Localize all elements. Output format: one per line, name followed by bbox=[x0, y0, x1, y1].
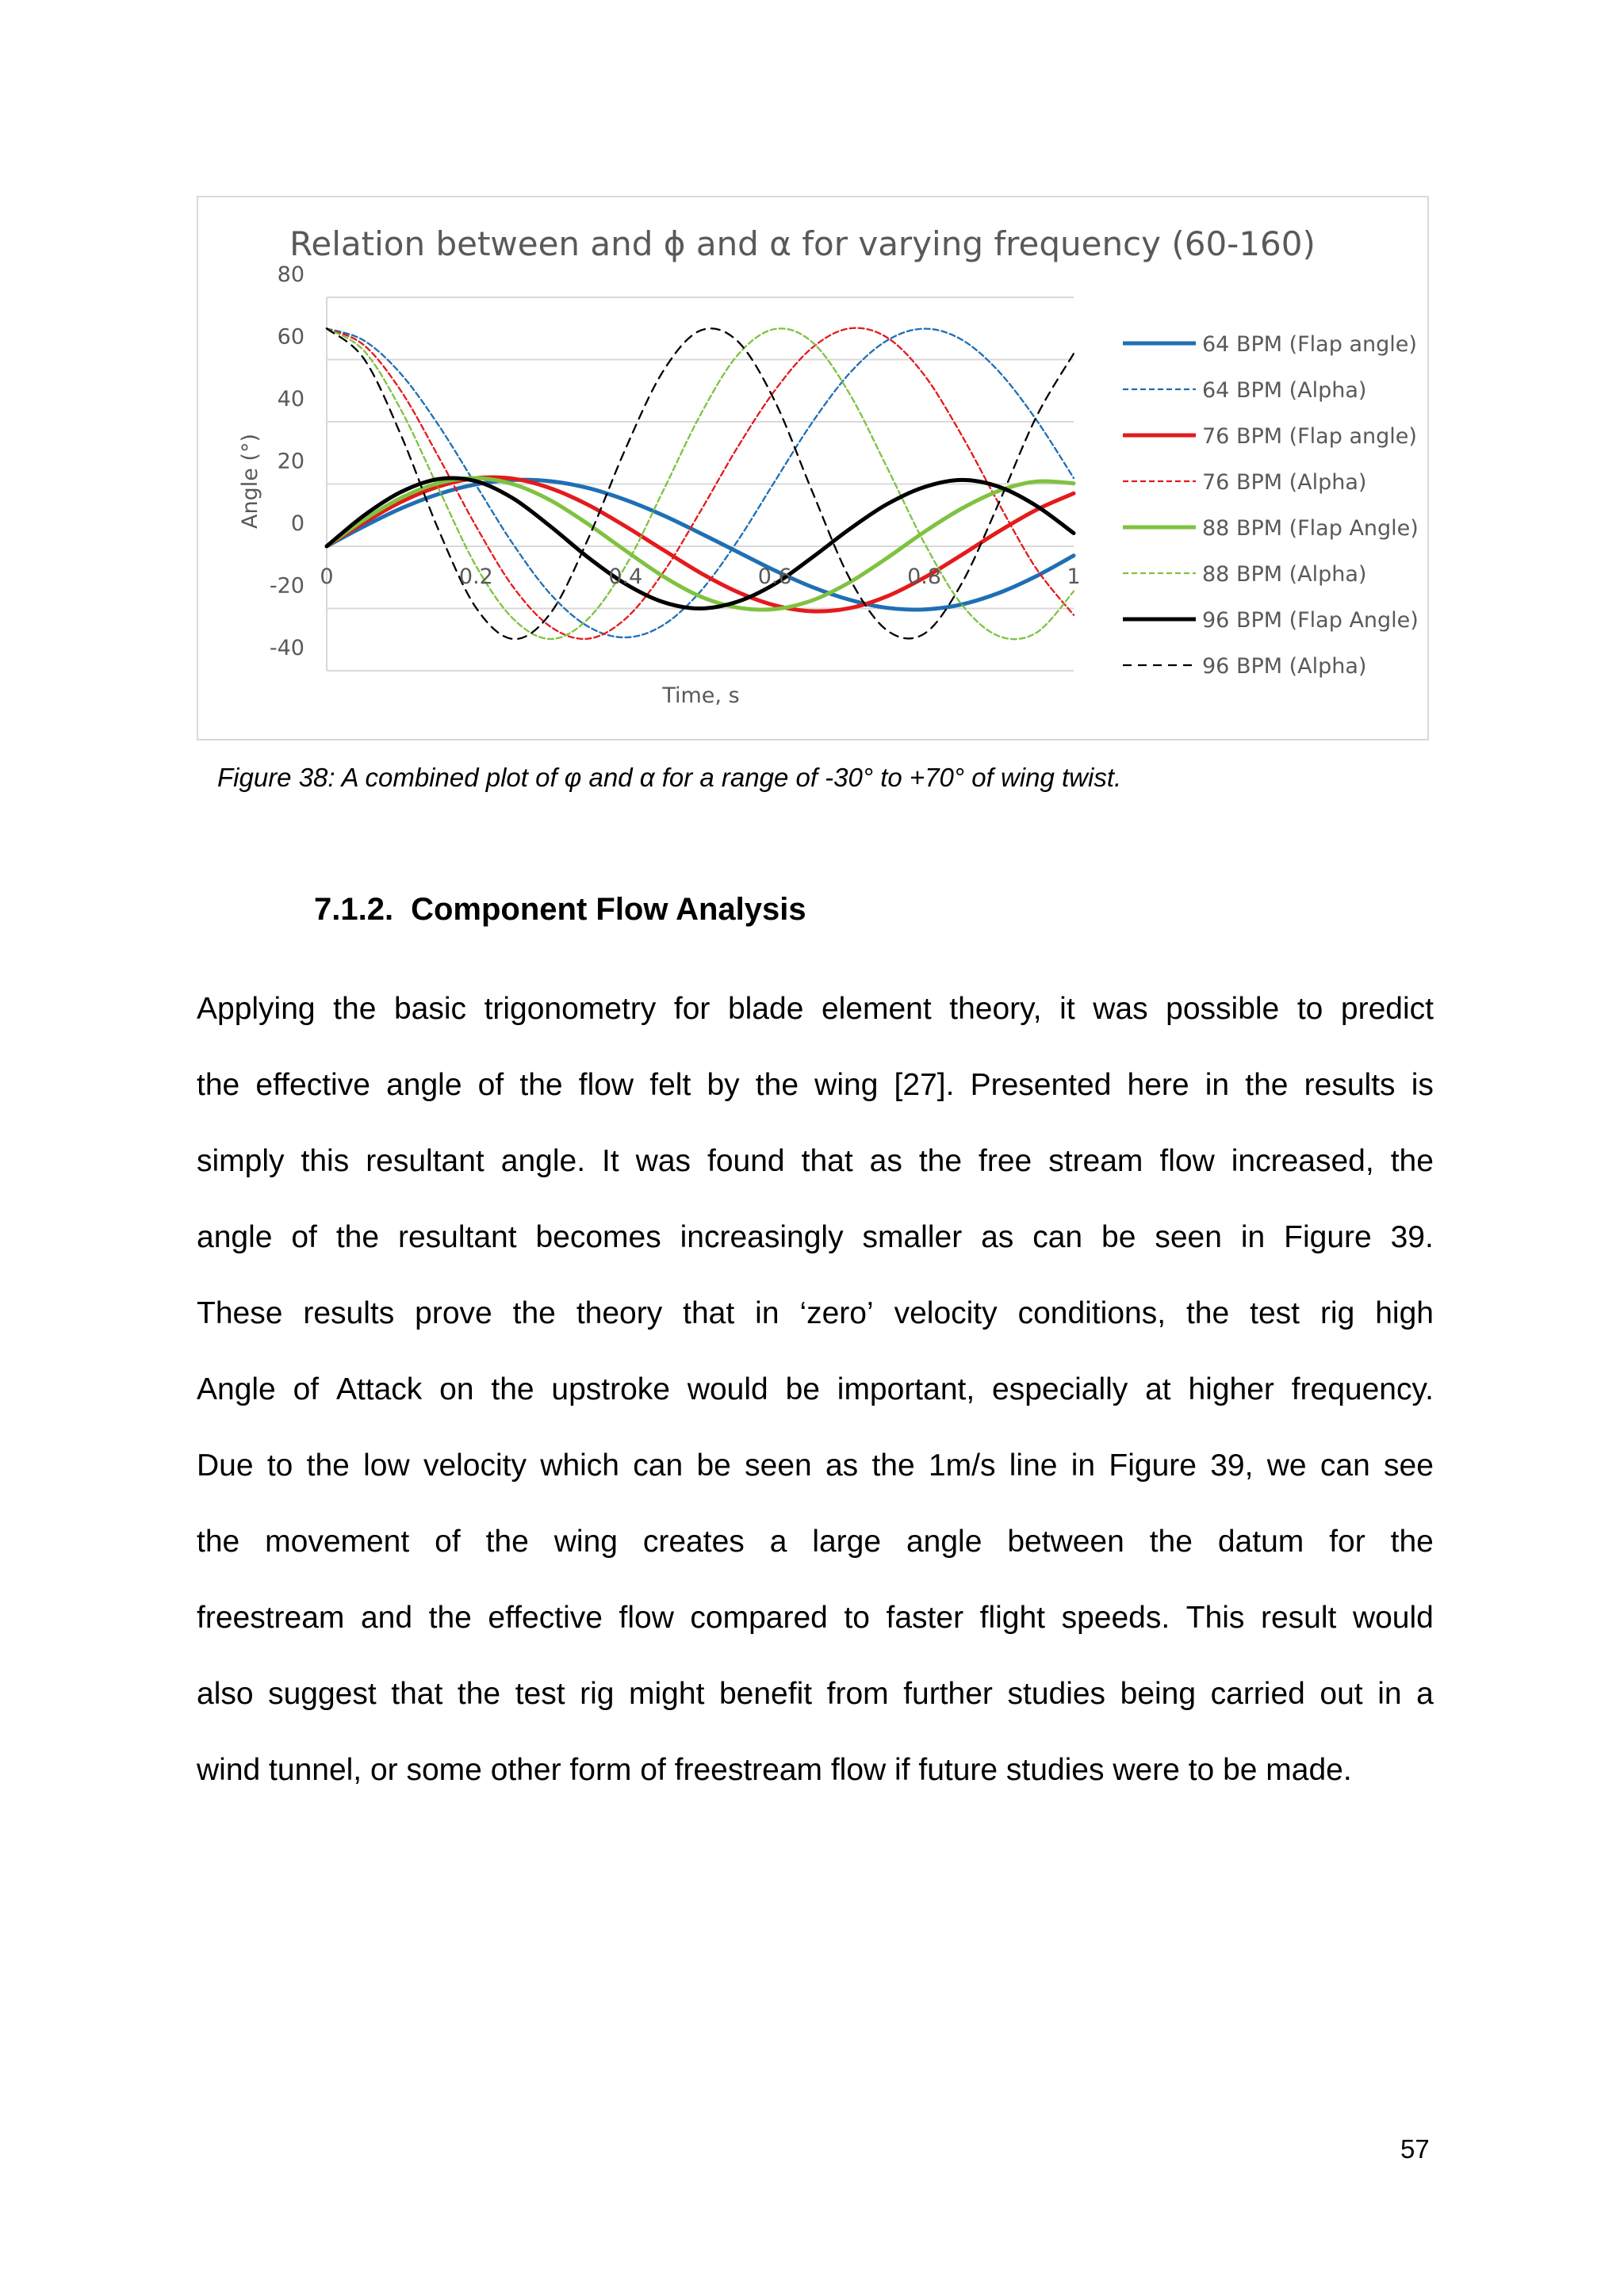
body-word: the bbox=[1245, 1068, 1289, 1102]
body-word: stream bbox=[1048, 1144, 1143, 1178]
body-text-line: wind tunnel, or some other form of freestream flow if future studies were to be made. bbox=[197, 1753, 1352, 1787]
legend-label: 88 BPM (Alpha) bbox=[1202, 562, 1367, 587]
body-paragraph bbox=[197, 989, 1434, 1826]
body-word: to bbox=[844, 1601, 870, 1635]
body-word: the bbox=[333, 992, 377, 1026]
legend bbox=[1123, 332, 1419, 679]
x-tick-label: 0.2 bbox=[458, 564, 493, 589]
body-word: of bbox=[293, 1372, 320, 1406]
body-word: by bbox=[707, 1068, 740, 1102]
body-text-line bbox=[197, 1065, 1434, 1141]
legend-label: 96 BPM (Alpha) bbox=[1202, 654, 1367, 679]
body-word: this bbox=[301, 1144, 350, 1178]
body-word: be bbox=[696, 1448, 731, 1483]
body-word: would bbox=[687, 1372, 768, 1406]
body-word: can bbox=[633, 1448, 684, 1483]
body-word: rig bbox=[580, 1677, 615, 1711]
body-word: resultant bbox=[366, 1144, 485, 1178]
body-word: and bbox=[360, 1601, 413, 1635]
body-word: the bbox=[485, 1525, 529, 1559]
x-tick-label: 0.4 bbox=[608, 564, 643, 589]
body-word: basic bbox=[393, 992, 466, 1026]
body-word: high bbox=[1375, 1296, 1434, 1330]
body-word: suggest bbox=[268, 1677, 377, 1711]
body-word: Attack bbox=[335, 1372, 423, 1406]
body-text-line bbox=[197, 1445, 1434, 1521]
body-word: angle. bbox=[500, 1144, 586, 1178]
body-word: 39. bbox=[1390, 1220, 1434, 1254]
body-word: in bbox=[1377, 1677, 1402, 1711]
x-tick-label: 0 bbox=[320, 564, 334, 589]
body-text-line bbox=[197, 1369, 1434, 1445]
legend-label: 88 BPM (Flap Angle) bbox=[1202, 516, 1419, 541]
y-tick-label: -20 bbox=[269, 573, 304, 599]
y-tick-label: 40 bbox=[277, 387, 304, 411]
body-word: prove bbox=[415, 1296, 492, 1330]
body-word: that bbox=[391, 1677, 443, 1711]
body-text-line bbox=[197, 1293, 1434, 1369]
body-word: as bbox=[981, 1220, 1014, 1254]
body-word: Applying bbox=[197, 992, 316, 1026]
body-word: be bbox=[785, 1372, 820, 1406]
body-word: simply bbox=[197, 1144, 285, 1178]
body-word: the bbox=[755, 1068, 799, 1102]
body-word: Presented bbox=[970, 1068, 1112, 1102]
body-word: felt bbox=[649, 1068, 691, 1102]
body-text-line bbox=[197, 1521, 1434, 1598]
body-word: in bbox=[755, 1296, 779, 1330]
body-word: theory bbox=[576, 1296, 663, 1330]
body-word: might bbox=[629, 1677, 705, 1711]
body-word: is bbox=[1411, 1068, 1434, 1102]
x-axis-label: Time, s bbox=[662, 683, 740, 708]
body-word: frequency. bbox=[1291, 1372, 1434, 1406]
body-word: Figure bbox=[1284, 1220, 1372, 1254]
body-word: important, bbox=[837, 1372, 975, 1406]
body-word: the bbox=[1390, 1525, 1434, 1559]
body-word: Figure bbox=[1109, 1448, 1197, 1483]
body-word: movement bbox=[265, 1525, 410, 1559]
body-word: wing bbox=[553, 1525, 618, 1559]
body-word: upstroke bbox=[551, 1372, 670, 1406]
body-word: conditions, bbox=[1017, 1296, 1166, 1330]
body-word: effective bbox=[488, 1601, 603, 1635]
series-line-7 bbox=[327, 478, 1074, 608]
body-word: results bbox=[303, 1296, 395, 1330]
body-word: the bbox=[1185, 1296, 1230, 1330]
body-word: a bbox=[769, 1525, 787, 1559]
body-word: blade bbox=[727, 992, 804, 1026]
section-heading bbox=[314, 892, 806, 928]
body-text-line bbox=[197, 1141, 1434, 1217]
body-word: possible bbox=[1166, 992, 1280, 1026]
body-word: velocity bbox=[894, 1296, 998, 1330]
body-word: to bbox=[1297, 992, 1323, 1026]
body-text-line bbox=[197, 989, 1434, 1065]
body-word: large bbox=[812, 1525, 882, 1559]
chart-svg bbox=[198, 197, 1431, 742]
y-tick-label: 80 bbox=[277, 262, 304, 287]
body-word: see bbox=[1384, 1448, 1434, 1483]
body-word: also bbox=[197, 1677, 254, 1711]
body-word: theory, bbox=[949, 992, 1042, 1026]
body-word: predict bbox=[1340, 992, 1434, 1026]
body-word: for bbox=[1329, 1525, 1365, 1559]
body-word: rig bbox=[1320, 1296, 1355, 1330]
body-word: seen bbox=[745, 1448, 812, 1483]
body-word: 1m/s bbox=[928, 1448, 996, 1483]
body-word: of bbox=[477, 1068, 504, 1102]
body-word: a bbox=[1416, 1677, 1434, 1711]
body-word: angle bbox=[906, 1525, 982, 1559]
body-word: compared bbox=[690, 1601, 828, 1635]
body-text-line bbox=[197, 1598, 1434, 1674]
body-word: This bbox=[1185, 1601, 1245, 1635]
legend-label: 96 BPM (Flap Angle) bbox=[1202, 608, 1419, 633]
body-word: test bbox=[1250, 1296, 1300, 1330]
body-word: the bbox=[428, 1601, 472, 1635]
body-word: the bbox=[306, 1448, 350, 1483]
body-word: test bbox=[515, 1677, 565, 1711]
body-text-line bbox=[197, 1674, 1434, 1750]
body-word: It bbox=[602, 1144, 619, 1178]
body-word: Due bbox=[197, 1448, 254, 1483]
body-word: the bbox=[197, 1068, 240, 1102]
body-word: speeds. bbox=[1061, 1601, 1170, 1635]
body-word: freestream bbox=[197, 1601, 345, 1635]
body-word: flow bbox=[1159, 1144, 1215, 1178]
body-word: that bbox=[801, 1144, 853, 1178]
legend-label: 64 BPM (Alpha) bbox=[1202, 378, 1367, 403]
body-word: in bbox=[1240, 1220, 1266, 1254]
body-word: higher bbox=[1188, 1372, 1274, 1406]
body-word: resultant bbox=[397, 1220, 517, 1254]
body-word: results bbox=[1304, 1068, 1396, 1102]
body-word: the bbox=[512, 1296, 556, 1330]
legend-label: 76 BPM (Alpha) bbox=[1202, 470, 1367, 495]
section-title: Component Flow Analysis bbox=[411, 892, 806, 927]
body-word: from bbox=[826, 1677, 889, 1711]
body-word: element bbox=[821, 992, 932, 1026]
body-word: becomes bbox=[535, 1220, 661, 1254]
body-word: further bbox=[903, 1677, 993, 1711]
body-word: here bbox=[1127, 1068, 1189, 1102]
page-number: 57 bbox=[1400, 2134, 1430, 2164]
series-line-5 bbox=[327, 478, 1074, 610]
body-word: 39, bbox=[1210, 1448, 1254, 1483]
section-number: 7.1.2. bbox=[314, 892, 394, 927]
body-word: line bbox=[1009, 1448, 1058, 1483]
y-tick-label: 60 bbox=[277, 324, 304, 350]
body-word: the bbox=[457, 1677, 501, 1711]
body-word: out bbox=[1320, 1677, 1363, 1711]
y-tick-label: 0 bbox=[290, 511, 304, 536]
body-word: the bbox=[1390, 1144, 1434, 1178]
body-word: be bbox=[1101, 1220, 1136, 1254]
body-word: can bbox=[1320, 1448, 1370, 1483]
body-word: creates bbox=[642, 1525, 745, 1559]
body-word: as bbox=[825, 1448, 859, 1483]
y-tick-label: -40 bbox=[269, 636, 304, 660]
body-word: low bbox=[363, 1448, 410, 1483]
body-word: effective bbox=[255, 1068, 370, 1102]
body-word: between bbox=[1007, 1525, 1124, 1559]
body-word: velocity bbox=[423, 1448, 527, 1483]
body-word: it bbox=[1059, 992, 1075, 1026]
body-word: to bbox=[266, 1448, 293, 1483]
chart-frame bbox=[197, 196, 1429, 740]
body-word: the bbox=[1149, 1525, 1193, 1559]
body-word: angle bbox=[197, 1220, 273, 1254]
body-word: the bbox=[918, 1144, 963, 1178]
body-word: at bbox=[1145, 1372, 1171, 1406]
body-word: Angle bbox=[197, 1372, 276, 1406]
body-word: was bbox=[1093, 992, 1148, 1026]
body-word: studies bbox=[1007, 1677, 1106, 1711]
figure-caption: Figure 38: A combined plot of φ and α for a range of -30° to +70° of wing twist. bbox=[217, 763, 1122, 792]
body-word: result bbox=[1261, 1601, 1337, 1635]
y-axis-label: Angle (°) bbox=[238, 434, 262, 529]
body-word: wing bbox=[814, 1068, 879, 1102]
body-word: flow bbox=[619, 1601, 674, 1635]
body-word: benefit bbox=[718, 1677, 813, 1711]
body-word: [27]. bbox=[894, 1068, 955, 1102]
body-word: of bbox=[291, 1220, 317, 1254]
body-word: that bbox=[683, 1296, 735, 1330]
body-word: of bbox=[435, 1525, 461, 1559]
body-word: trigonometry bbox=[484, 992, 657, 1026]
body-word: seen bbox=[1155, 1220, 1222, 1254]
body-word: found bbox=[707, 1144, 785, 1178]
body-word: increased, bbox=[1231, 1144, 1374, 1178]
body-word: for bbox=[673, 992, 710, 1026]
x-tick-label: 0.8 bbox=[907, 564, 942, 589]
body-word: the bbox=[871, 1448, 915, 1483]
body-word: faster bbox=[886, 1601, 964, 1635]
body-word: smaller bbox=[862, 1220, 963, 1254]
body-word: being bbox=[1120, 1677, 1197, 1711]
body-word: was bbox=[635, 1144, 691, 1178]
body-word: the bbox=[335, 1220, 380, 1254]
body-word: in bbox=[1205, 1068, 1230, 1102]
body-word: increasingly bbox=[680, 1220, 844, 1254]
body-word: the bbox=[519, 1068, 563, 1102]
body-word: free bbox=[979, 1144, 1032, 1178]
body-word: carried bbox=[1210, 1677, 1305, 1711]
body-word: which bbox=[540, 1448, 619, 1483]
body-word: would bbox=[1352, 1601, 1434, 1635]
body-word: as bbox=[869, 1144, 902, 1178]
body-word: can bbox=[1032, 1220, 1083, 1254]
x-tick-label: 0.6 bbox=[757, 564, 792, 589]
series-line-1 bbox=[327, 480, 1074, 610]
y-tick-label: 20 bbox=[277, 449, 304, 474]
body-word: datum bbox=[1217, 1525, 1304, 1559]
chart-title: Relation between and ϕ and α for varying frequency (60-160) bbox=[289, 224, 1316, 263]
legend-label: 76 BPM (Flap angle) bbox=[1202, 424, 1417, 449]
body-word: on bbox=[439, 1372, 474, 1406]
body-word: flight bbox=[979, 1601, 1046, 1635]
body-word: angle bbox=[386, 1068, 462, 1102]
body-word: the bbox=[491, 1372, 534, 1406]
body-word: the bbox=[197, 1525, 240, 1559]
body-text-line bbox=[197, 1217, 1434, 1293]
x-tick-label: 1 bbox=[1067, 564, 1081, 589]
body-word: in bbox=[1071, 1448, 1096, 1483]
body-word: These bbox=[197, 1296, 283, 1330]
body-word: especially bbox=[992, 1372, 1128, 1406]
body-word: ‘zero’ bbox=[799, 1296, 874, 1330]
body-word: flow bbox=[578, 1068, 634, 1102]
body-word: we bbox=[1266, 1448, 1307, 1483]
legend-label: 64 BPM (Flap angle) bbox=[1202, 332, 1417, 357]
